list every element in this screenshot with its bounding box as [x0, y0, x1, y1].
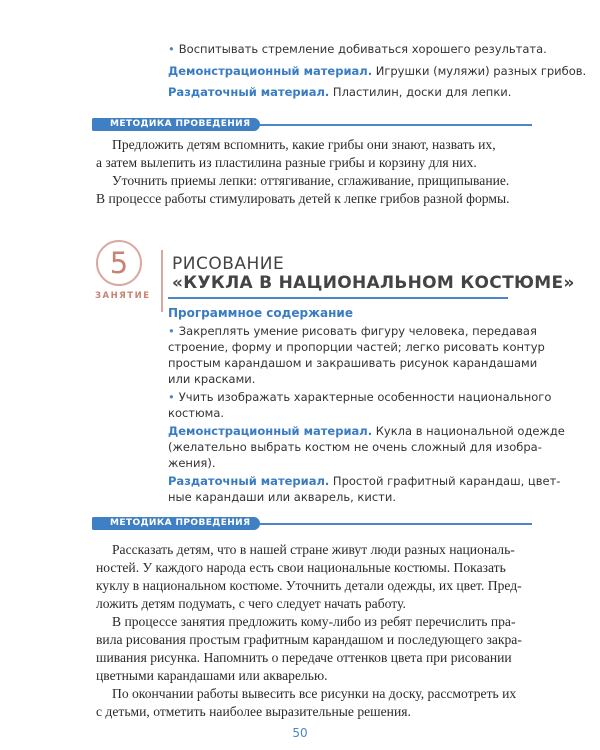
- method-header-2: [92, 517, 532, 530]
- method2-line-2: ностей. У каждого народа есть свои национальные костюмы. Показать: [96, 560, 506, 575]
- lesson-demo-line-1: [168, 424, 565, 438]
- method2-line-4: ложить детям подумать, с чего следует начать работу.: [96, 596, 406, 611]
- lesson-divider: [161, 250, 163, 312]
- lesson-word: ЗАНЯТИЕ: [95, 291, 151, 301]
- program-bullet-1-line-2: строение, форму и пропорции частей; легко рисовать контур: [168, 340, 545, 354]
- lesson-title-line1: РИСОВАНИЕ: [172, 254, 285, 274]
- method2-line-1: Рассказать детям, что в нашей стране живут люди разных националь-: [112, 542, 515, 557]
- handout-label: Раздаточный материал.: [168, 85, 330, 99]
- page-number: 50: [292, 726, 308, 740]
- lesson-handout-text: Простой графитный карандаш, цвет-: [329, 474, 561, 488]
- lesson-number-badge: [96, 240, 142, 286]
- lesson-demo-line-2: (желательно выбрать костюм не очень сложный для изобра-: [168, 440, 542, 454]
- method2-line-6: вила рисования простым графитным карандашом и последующего закра-: [96, 632, 522, 647]
- method-header-1-label: МЕТОДИКА ПРОВЕДЕНИЯ: [92, 118, 260, 131]
- method-header-2-label: МЕТОДИКА ПРОВЕДЕНИЯ: [92, 517, 260, 530]
- method2-line-5: В процессе занятия предложить кому-либо из ребят перечислить пра-: [112, 614, 516, 629]
- method1-line-3: Уточнить приемы лепки: оттягивание, сглаживание, прищипывание.: [112, 173, 510, 188]
- lesson-demo-line-3: жения).: [168, 456, 216, 470]
- demo-text: Игрушки (муляжи) разных грибов.: [372, 64, 587, 78]
- top-bullet-text: Воспитывать стремление добиваться хорошего результата.: [178, 42, 547, 56]
- program-bullet-1-line-1: [168, 324, 537, 338]
- program-header: Программное содержание: [168, 306, 353, 320]
- program-bullet-2-text: Учить изображать характерные особенности национального: [178, 390, 552, 404]
- demo-label: Демонстрационный материал.: [168, 64, 373, 78]
- method1-line-4: В процессе работы стимулировать детей к лепке грибов разной формы.: [96, 191, 510, 206]
- method-header-1: [92, 118, 532, 131]
- method2-line-9: По окончании работы вывесить все рисунки на доску, рассмотреть их: [112, 686, 517, 701]
- method2-line-7: шивания рисунка. Напомнить о передаче оттенков цвета при рисовании: [96, 650, 512, 665]
- top-handout-material: [168, 85, 511, 99]
- lesson-number: 5: [109, 246, 129, 280]
- handout-text: Пластилин, доски для лепки.: [329, 85, 512, 99]
- lesson-handout-label: Раздаточный материал.: [168, 474, 330, 488]
- program-bullet-2-line-2: костюма.: [168, 406, 225, 420]
- program-bullet-1-line-4: или красками.: [168, 372, 256, 386]
- lesson-handout-line-2: ные карандаши или акварель, кисти.: [168, 490, 396, 504]
- lesson-demo-text: Кукла в национальной одежде: [372, 424, 565, 438]
- method2-line-10: с детьми, отметить наиболее выразительные решения.: [96, 704, 411, 719]
- top-demo-material: [168, 64, 586, 78]
- method1-line-1: Предложить детям вспомнить, какие грибы они знают, назвать их,: [112, 137, 496, 152]
- method2-line-8: цветными карандашами или акварелью.: [96, 668, 328, 683]
- program-bullet-1-text: Закреплять умение рисовать фигуру человека, передавая: [178, 324, 537, 338]
- bullet-dot-icon: •: [168, 42, 175, 56]
- lesson-demo-label: Демонстрационный материал.: [168, 424, 373, 438]
- lesson-title-rule: [168, 297, 508, 299]
- program-bullet-2-line-1: [168, 390, 551, 404]
- bullet-dot-icon: •: [168, 390, 175, 404]
- lesson-title-line2: «КУКЛА В НАЦИОНАЛЬНОМ КОСТЮМЕ»: [172, 273, 575, 293]
- method1-line-2: а затем вылепить из пластилина разные грибы и корзину для них.: [96, 155, 477, 170]
- lesson-handout-line-1: [168, 474, 560, 488]
- method2-line-3: куклу в национальном костюме. Уточнить детали одежды, их цвет. Пред-: [96, 578, 522, 593]
- top-bullet: [168, 42, 547, 56]
- program-bullet-1-line-3: простым карандашом и закрашивать рисунок карандашами: [168, 356, 538, 370]
- bullet-dot-icon: •: [168, 324, 175, 338]
